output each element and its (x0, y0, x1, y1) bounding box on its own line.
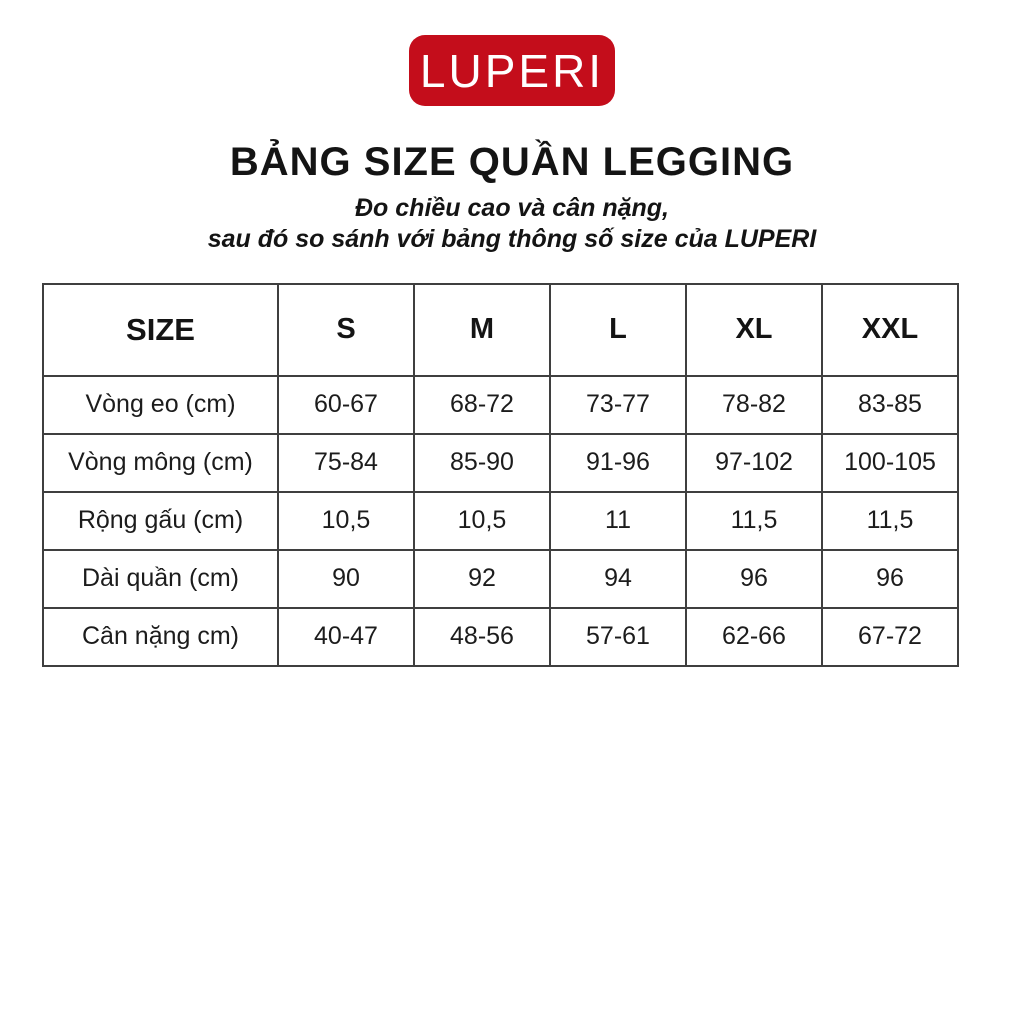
table-row-hip (43, 434, 958, 492)
cell: 60-67 (278, 376, 414, 434)
luperi-logo-text: LUPERI (419, 44, 605, 97)
header-cell-xxl: XXL (822, 284, 958, 376)
cell: 96 (822, 550, 958, 608)
table-header-row (43, 284, 958, 376)
subtitle (0, 193, 1024, 256)
cell: 90 (278, 550, 414, 608)
luperi-logo (409, 35, 615, 106)
cell: 96 (686, 550, 822, 608)
cell: 85-90 (414, 434, 550, 492)
table-row-pant-length (43, 550, 958, 608)
header-cell-m: M (414, 284, 550, 376)
size-table (42, 283, 959, 667)
header-cell-size: SIZE (43, 284, 278, 376)
row-label: Dài quần (cm) (43, 550, 278, 608)
cell: 10,5 (278, 492, 414, 550)
cell: 10,5 (414, 492, 550, 550)
table-row-hem-width (43, 492, 958, 550)
cell: 11,5 (686, 492, 822, 550)
header-cell-xl: XL (686, 284, 822, 376)
cell: 91-96 (550, 434, 686, 492)
cell: 40-47 (278, 608, 414, 666)
cell: 97-102 (686, 434, 822, 492)
row-label: Vòng eo (cm) (43, 376, 278, 434)
cell: 94 (550, 550, 686, 608)
page-title: BẢNG SIZE QUẦN LEGGING (229, 140, 795, 184)
subtitle-line-2: sau đó so sánh với bảng thông số size của LUPERI (207, 225, 817, 254)
cell: 75-84 (278, 434, 414, 492)
table-row-weight (43, 608, 958, 666)
cell: 57-61 (550, 608, 686, 666)
subtitle-line-1: Đo chiều cao và cân nặng, (355, 194, 669, 222)
row-label: Cân nặng cm) (43, 608, 278, 666)
cell: 83-85 (822, 376, 958, 434)
cell: 100-105 (822, 434, 958, 492)
cell: 11 (550, 492, 686, 550)
row-label: Rộng gấu (cm) (43, 492, 278, 550)
cell: 62-66 (686, 608, 822, 666)
header-cell-s: S (278, 284, 414, 376)
table-row-waist (43, 376, 958, 434)
size-chart-page (0, 35, 1024, 667)
cell: 68-72 (414, 376, 550, 434)
cell: 78-82 (686, 376, 822, 434)
cell: 92 (414, 550, 550, 608)
header-cell-l: L (550, 284, 686, 376)
cell: 11,5 (822, 492, 958, 550)
row-label: Vòng mông (cm) (43, 434, 278, 492)
cell: 67-72 (822, 608, 958, 666)
cell: 73-77 (550, 376, 686, 434)
cell: 48-56 (414, 608, 550, 666)
